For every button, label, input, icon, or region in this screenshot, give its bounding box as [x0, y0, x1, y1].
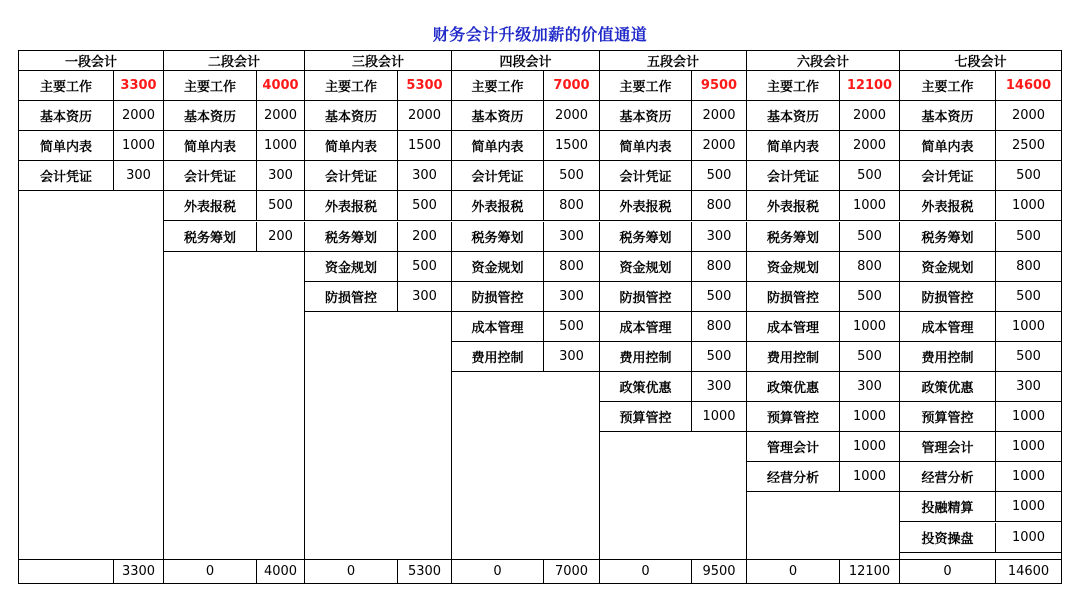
item-value: 1000 [692, 402, 747, 432]
item-label: 简单内表 [600, 131, 692, 161]
item-label: 主要工作 [452, 71, 544, 101]
item-value: 500 [398, 252, 452, 282]
item-label: 资金规划 [600, 252, 692, 282]
item-label: 预算管控 [900, 402, 996, 432]
item-label: 主要工作 [747, 71, 840, 101]
item-label: 基本资历 [164, 101, 257, 131]
stage-header: 六段会计 [747, 51, 900, 71]
item-value: 800 [692, 252, 747, 282]
item-label: 经营分析 [900, 462, 996, 492]
item-value: 300 [114, 161, 164, 191]
item-value: 500 [692, 161, 747, 191]
item-label: 资金规划 [747, 252, 840, 282]
item-value: 1000 [996, 191, 1061, 221]
item-value: 1000 [996, 492, 1061, 522]
item-label: 会计凭证 [305, 161, 398, 191]
item-label: 投融精算 [900, 492, 996, 522]
item-value: 500 [692, 282, 747, 312]
item-value: 2000 [996, 101, 1061, 131]
item-value: 500 [840, 222, 900, 252]
item-label: 费用控制 [452, 342, 544, 372]
item-value: 300 [544, 282, 600, 312]
item-value: 500 [996, 282, 1061, 312]
item-value: 1500 [398, 131, 452, 161]
item-label: 税务筹划 [600, 222, 692, 252]
total-left-cell: 0 [305, 559, 398, 583]
item-value: 2000 [692, 101, 747, 131]
item-label: 基本资历 [900, 101, 996, 131]
item-value: 1000 [840, 462, 900, 492]
item-label: 成本管理 [900, 312, 996, 342]
item-value: 2000 [840, 131, 900, 161]
item-value: 500 [840, 161, 900, 191]
item-label: 成本管理 [747, 312, 840, 342]
item-value: 1000 [257, 131, 305, 161]
item-label: 外表报税 [164, 191, 257, 221]
item-label: 简单内表 [19, 131, 114, 161]
item-label: 会计凭证 [452, 161, 544, 191]
item-value: 300 [544, 342, 600, 372]
total-left-cell [19, 559, 114, 583]
item-value: 1500 [544, 131, 600, 161]
item-label: 主要工作 [305, 71, 398, 101]
total-value-cell: 4000 [257, 559, 305, 583]
stage-header: 一段会计 [19, 51, 164, 71]
item-label: 主要工作 [19, 71, 114, 101]
item-label: 基本资历 [19, 101, 114, 131]
item-label: 防损管控 [452, 282, 544, 312]
item-value: 800 [840, 252, 900, 282]
item-value: 1000 [996, 462, 1061, 492]
item-value: 300 [692, 222, 747, 252]
item-label: 会计凭证 [164, 161, 257, 191]
item-label: 会计凭证 [747, 161, 840, 191]
total-value-cell: 7000 [544, 559, 600, 583]
item-value: 1000 [114, 131, 164, 161]
item-value: 1000 [840, 402, 900, 432]
item-value: 1000 [840, 191, 900, 221]
main-salary-value: 4000 [257, 71, 305, 101]
item-value: 800 [692, 191, 747, 221]
item-value: 500 [544, 161, 600, 191]
item-label: 主要工作 [164, 71, 257, 101]
item-label: 外表报税 [600, 191, 692, 221]
item-label: 政策优惠 [747, 372, 840, 402]
item-value: 2000 [840, 101, 900, 131]
item-label: 简单内表 [900, 131, 996, 161]
item-label: 费用控制 [600, 342, 692, 372]
item-value: 2000 [692, 131, 747, 161]
item-label: 预算管控 [747, 402, 840, 432]
item-label: 外表报税 [305, 191, 398, 221]
item-label: 主要工作 [900, 71, 996, 101]
item-label: 税务筹划 [452, 222, 544, 252]
item-label: 税务筹划 [305, 222, 398, 252]
item-label: 基本资历 [305, 101, 398, 131]
item-label: 税务筹划 [900, 222, 996, 252]
item-label: 政策优惠 [900, 372, 996, 402]
item-value: 500 [840, 342, 900, 372]
item-label: 简单内表 [305, 131, 398, 161]
item-value: 300 [398, 282, 452, 312]
main-salary-value: 7000 [544, 71, 600, 101]
item-label: 防损管控 [747, 282, 840, 312]
item-value: 2500 [996, 131, 1061, 161]
item-label: 成本管理 [452, 312, 544, 342]
main-salary-value: 9500 [692, 71, 747, 101]
item-label: 费用控制 [747, 342, 840, 372]
item-value: 300 [692, 372, 747, 402]
item-value: 200 [257, 222, 305, 252]
item-value: 1000 [840, 312, 900, 342]
item-value: 1000 [840, 432, 900, 462]
item-value: 1000 [996, 402, 1061, 432]
item-value: 1000 [996, 312, 1061, 342]
item-label: 税务筹划 [164, 222, 257, 252]
page-title: 财务会计升级加薪的价值通道 [432, 25, 648, 44]
item-label: 资金规划 [305, 252, 398, 282]
total-value-cell: 3300 [114, 559, 164, 583]
total-left-cell: 0 [747, 559, 840, 583]
item-label: 资金规划 [900, 252, 996, 282]
item-label: 基本资历 [747, 101, 840, 131]
item-label: 税务筹划 [747, 222, 840, 252]
item-value: 2000 [398, 101, 452, 131]
total-value-cell: 9500 [692, 559, 747, 583]
item-label: 资金规划 [452, 252, 544, 282]
total-value-cell: 5300 [398, 559, 452, 583]
item-value: 800 [996, 252, 1061, 282]
item-value: 500 [544, 312, 600, 342]
item-value: 800 [544, 252, 600, 282]
stage-header: 二段会计 [164, 51, 305, 71]
item-label: 简单内表 [164, 131, 257, 161]
item-label: 主要工作 [600, 71, 692, 101]
stage-header: 七段会计 [900, 51, 1061, 71]
item-label: 管理会计 [900, 432, 996, 462]
item-value: 300 [996, 372, 1061, 402]
item-label: 简单内表 [452, 131, 544, 161]
item-value: 1000 [996, 523, 1061, 553]
salary-table [18, 50, 1062, 584]
item-label: 经营分析 [747, 462, 840, 492]
main-salary-value: 3300 [114, 71, 164, 101]
item-value: 500 [996, 161, 1061, 191]
item-value: 200 [398, 222, 452, 252]
main-salary-value: 12100 [840, 71, 900, 101]
total-value-cell: 14600 [996, 559, 1061, 583]
total-left-cell: 0 [164, 559, 257, 583]
item-value: 500 [257, 191, 305, 221]
item-label: 费用控制 [900, 342, 996, 372]
item-label: 管理会计 [747, 432, 840, 462]
item-label: 外表报税 [747, 191, 840, 221]
item-label: 会计凭证 [600, 161, 692, 191]
item-label: 防损管控 [305, 282, 398, 312]
item-label: 预算管控 [600, 402, 692, 432]
item-value: 300 [257, 161, 305, 191]
item-label: 基本资历 [452, 101, 544, 131]
item-label: 简单内表 [747, 131, 840, 161]
item-value: 800 [544, 191, 600, 221]
item-label: 防损管控 [900, 282, 996, 312]
item-value: 500 [398, 191, 452, 221]
item-label: 会计凭证 [900, 161, 996, 191]
item-label: 投资操盘 [900, 523, 996, 553]
item-label: 会计凭证 [19, 161, 114, 191]
total-value-cell: 12100 [840, 559, 900, 583]
item-label: 基本资历 [600, 101, 692, 131]
main-salary-value: 14600 [996, 71, 1061, 101]
item-value: 300 [840, 372, 900, 402]
item-value: 1000 [996, 432, 1061, 462]
item-value: 2000 [114, 101, 164, 131]
stage-header: 三段会计 [305, 51, 452, 71]
stage-header: 四段会计 [452, 51, 600, 71]
item-value: 300 [398, 161, 452, 191]
item-value: 500 [692, 342, 747, 372]
item-value: 2000 [257, 101, 305, 131]
stage-header: 五段会计 [600, 51, 747, 71]
item-label: 外表报税 [452, 191, 544, 221]
item-value: 500 [840, 282, 900, 312]
total-left-cell: 0 [900, 559, 996, 583]
item-value: 2000 [544, 101, 600, 131]
item-value: 500 [996, 342, 1061, 372]
item-label: 外表报税 [900, 191, 996, 221]
total-left-cell: 0 [600, 559, 692, 583]
item-value: 800 [692, 312, 747, 342]
item-label: 防损管控 [600, 282, 692, 312]
item-value: 500 [996, 222, 1061, 252]
main-salary-value: 5300 [398, 71, 452, 101]
total-left-cell: 0 [452, 559, 544, 583]
item-label: 政策优惠 [600, 372, 692, 402]
item-value: 300 [544, 222, 600, 252]
item-label: 成本管理 [600, 312, 692, 342]
